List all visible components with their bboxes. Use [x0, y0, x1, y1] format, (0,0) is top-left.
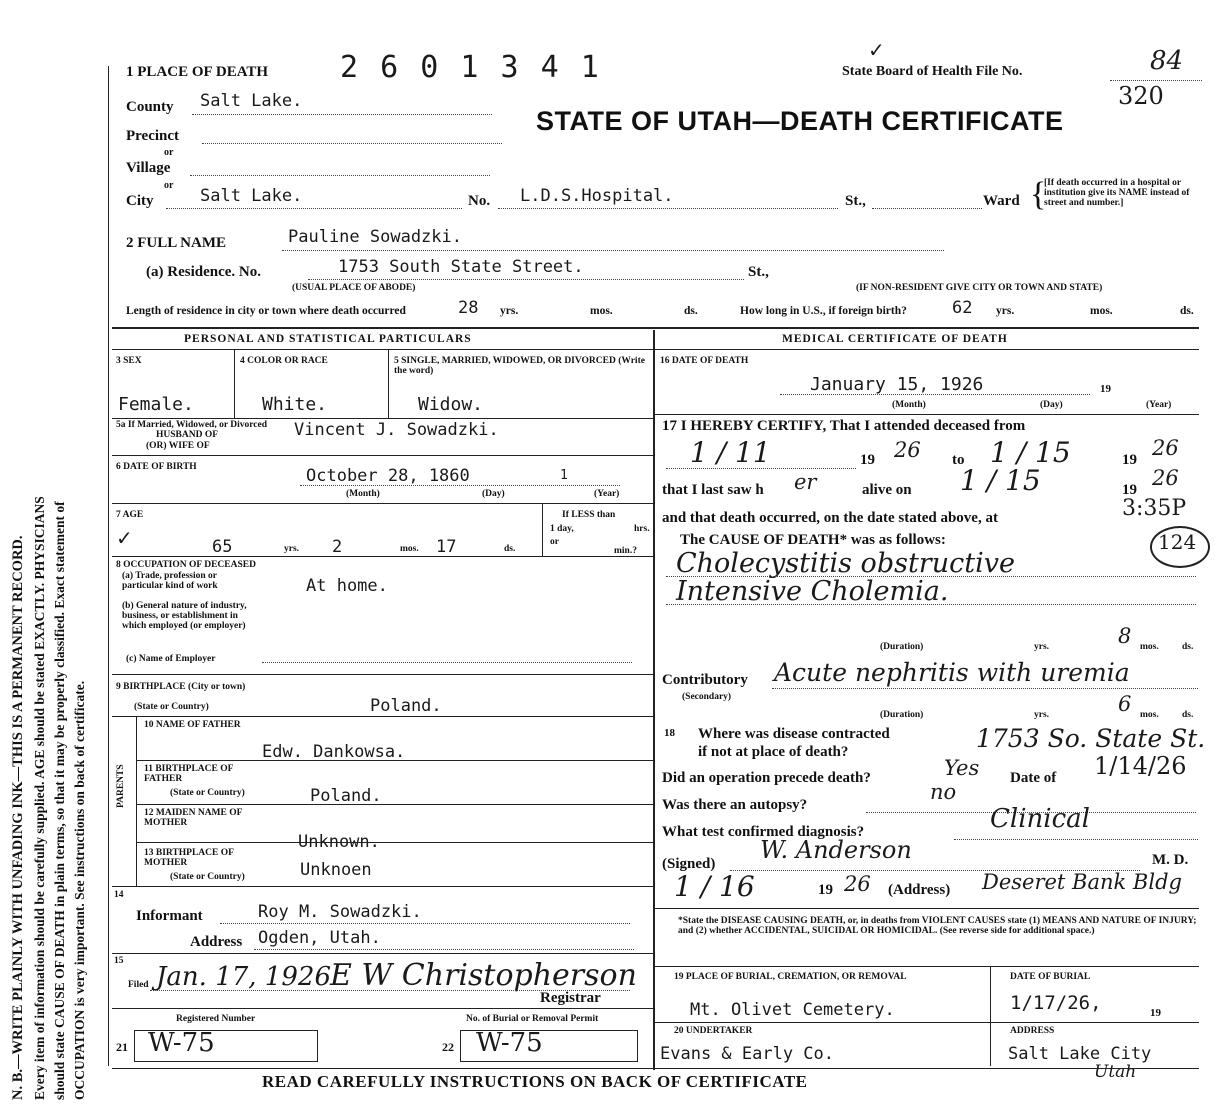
where-contracted-label-1: Where was disease contracted [698, 726, 890, 742]
nineteen-prefix: 19 [1150, 1007, 1161, 1019]
place-of-death-label: 1 PLACE OF DEATH [126, 64, 269, 80]
state-file-number: 84 [1150, 46, 1184, 76]
last-saw-pronoun: er [794, 470, 817, 494]
physician-address-label: (Address) [888, 882, 951, 898]
parents-label: PARENTS [116, 764, 126, 808]
dob-suffix: 1 [560, 468, 568, 483]
duration-label: (Duration) [880, 642, 924, 652]
birthplace-value: Poland. [370, 696, 442, 716]
father-birthplace-value: Poland. [310, 786, 382, 806]
unit-label: mos. [1140, 642, 1159, 652]
cause-footnote: *State the DISEASE CAUSING DEATH, or, in deaths from VIOLENT CAUSES state (1) MEANS AND NATURE OF INJURY; and (2) whether ACCIDENTAL, SUICIDAL OR HOMICIDAL. (See reverse side for additional space.) [678, 916, 1197, 936]
signed-label: (Signed) [662, 856, 716, 872]
occupation-label: 8 OCCUPATION OF DECEASED [116, 560, 256, 570]
attended-from-date: 1 / 11 [690, 436, 771, 469]
duration-1-value: 8 [1118, 624, 1132, 648]
non-resident-note: (IF NON-RESIDENT GIVE CITY OR TOWN AND STATE) [856, 283, 1103, 293]
registered-number-label: Registered Number [176, 1014, 256, 1024]
age-years: 65 [212, 537, 233, 557]
unit-label: ds. [1182, 710, 1194, 720]
residence-value: 1753 South State Street. [338, 257, 584, 277]
medical-heading: MEDICAL CERTIFICATE OF DEATH [782, 333, 1008, 345]
side-notice-line-3: should state CAUSE OF DEATH in plain terms, so that it may be properly classified. Exact statement of [52, 501, 67, 1100]
us-residence-label: How long in U.S., if foreign birth? [740, 305, 907, 317]
occupation-value: At home. [306, 576, 388, 596]
length-of-residence-label: Length of residence in city or town where death occurred [126, 305, 406, 317]
informant-value: Roy M. Sowadzki. [258, 902, 422, 922]
nineteen-prefix: 19 [1100, 383, 1111, 395]
physician-signature: W. Anderson [760, 836, 912, 864]
less-than-label: 1 day, [550, 524, 574, 534]
mother-birthplace-value: Unknoen [300, 860, 372, 880]
personal-heading: PERSONAL AND STATISTICAL PARTICULARS [184, 333, 472, 345]
marital-value: Widow. [418, 394, 484, 415]
color-label: 4 COLOR OR RACE [240, 356, 328, 366]
registered-number-value: W-75 [148, 1028, 215, 1058]
city-label: City [126, 193, 154, 209]
spouse-label: (OR) WIFE OF [146, 441, 210, 451]
year-caption: (Year) [1146, 400, 1172, 410]
cause-label: The CAUSE OF DEATH* was as follows: [680, 532, 946, 548]
last-saw-label: that I last saw h [662, 482, 764, 498]
occupation-a-label: (a) Trade, profession or particular kind of work [122, 571, 218, 591]
state-file-label: State Board of Health File No. [842, 64, 1023, 79]
unit-label: ds. [1180, 305, 1194, 317]
less-than-label: or [550, 537, 559, 547]
or-text: or [164, 147, 174, 158]
spouse-label: 5a If Married, Widowed, or Divorced [116, 420, 268, 430]
last-seen-date: 1 / 15 [960, 464, 1041, 497]
unit-label: yrs. [996, 305, 1015, 317]
us-residence-years: 62 [952, 298, 973, 318]
street-label: St., [845, 193, 866, 209]
certify-label: 17 I HEREBY CERTIFY, That I attended deceased from [662, 418, 1026, 434]
registrar-signature: E W Christopherson [330, 958, 637, 993]
signed-date: 1 / 16 [674, 870, 755, 903]
county-label: County [126, 99, 174, 115]
certificate-title: STATE OF UTAH—DEATH CERTIFICATE [536, 106, 1064, 136]
father-birthplace-label: 11 BIRTHPLACE OF FATHER [144, 764, 234, 784]
operation-value: Yes [944, 756, 980, 780]
burial-date-value: 1/17/26, [1010, 992, 1102, 1014]
cause-of-death-primary: Cholecystitis obstructive [676, 548, 1015, 579]
nineteen-prefix: 19 [1122, 482, 1137, 498]
full-name-label: 2 FULL NAME [126, 235, 227, 251]
full-name-value: Pauline Sowadzki. [288, 227, 462, 247]
cause-code: 124 [1158, 530, 1197, 554]
registrar-label: Registrar [540, 990, 601, 1006]
date-of-death-label: 16 DATE OF DEATH [660, 356, 749, 366]
signed-year: 26 [844, 872, 871, 896]
side-notice-line-4: OCCUPATION is very important. See instructions on back of certificate. [72, 680, 87, 1100]
or-text: or [164, 180, 174, 191]
age-label: 7 AGE [116, 510, 144, 520]
unit-label: ds. [504, 544, 516, 554]
mother-birthplace-label: 13 BIRTHPLACE OF MOTHER [144, 848, 234, 868]
last-seen-year: 26 [1152, 466, 1179, 490]
residence-label: (a) Residence. No. [146, 264, 261, 280]
death-time-value: 3:35P [1122, 496, 1187, 521]
no-label: No. [468, 193, 491, 209]
father-birthplace-sub-label: (State or Country) [170, 788, 245, 798]
occupation-b-label: (b) General nature of industry, business, or establishment in which employed (or employer) [122, 601, 247, 631]
undertaker-label: 20 UNDERTAKER [674, 1026, 753, 1036]
secondary-label: (Secondary) [682, 692, 732, 702]
father-label: 10 NAME OF FATHER [144, 720, 241, 730]
mother-value: Unknown. [298, 832, 380, 852]
duration-2-value: 6 [1118, 692, 1132, 716]
contributory-cause: Acute nephritis with uremia [774, 658, 1130, 687]
test-value: Clinical [990, 804, 1090, 834]
death-time-label: and that death occurred, on the date stated above, at [662, 510, 998, 526]
day-caption: (Day) [1040, 400, 1063, 410]
age-days: 17 [436, 537, 457, 557]
attended-from-year: 26 [894, 438, 921, 462]
unit-label: ds. [1182, 642, 1194, 652]
unit-label: mos. [590, 305, 613, 317]
mother-label: 12 MAIDEN NAME OF MOTHER [144, 808, 243, 828]
length-of-residence-years: 28 [458, 298, 479, 318]
nineteen-prefix: 19 [818, 882, 833, 898]
spouse-label: HUSBAND OF [156, 430, 219, 440]
year-caption: (Year) [594, 489, 620, 499]
precinct-label: Precinct [126, 128, 180, 144]
unit-label: ds. [684, 305, 698, 317]
item-22-number: 22 [442, 1040, 454, 1054]
operation-date-value: 1/14/26 [1094, 752, 1187, 780]
city-value: Salt Lake. [200, 186, 303, 206]
item-18-number: 18 [664, 727, 675, 739]
day-caption: (Day) [482, 489, 505, 499]
filed-label: Filed [128, 980, 149, 990]
informant-address-label: Address [190, 934, 243, 950]
alive-on-label: alive on [862, 482, 912, 498]
unit-label: mos. [1090, 305, 1113, 317]
month-caption: (Month) [346, 489, 380, 499]
unit-label: min.? [614, 546, 637, 556]
unit-label: yrs. [1034, 642, 1050, 652]
institution-value: L.D.S.Hospital. [520, 186, 674, 206]
check-mark-icon: ✓ [868, 38, 885, 62]
color-value: White. [262, 394, 328, 415]
item-21-number: 21 [116, 1040, 128, 1054]
ward-label: Ward [983, 193, 1020, 209]
unit-label: yrs. [500, 305, 519, 317]
employer-label: (c) Name of Employer [126, 654, 216, 664]
burial-permit-value: W-75 [476, 1028, 543, 1058]
usual-place-note: (USUAL PLACE OF ABODE) [292, 283, 416, 293]
filed-date: Jan. 17, 1926 [156, 962, 331, 992]
father-value: Edw. Dankowsa. [262, 742, 406, 762]
burial-place-label: 19 PLACE OF BURIAL, CREMATION, OR REMOVAL [674, 972, 907, 982]
md-label: M. D. [1152, 852, 1189, 868]
extra-number: 320 [1118, 82, 1164, 110]
less-than-label: If LESS than [562, 510, 616, 520]
item-14-number: 14 [114, 890, 124, 900]
undertaker-address-label: ADDRESS [1010, 1026, 1055, 1036]
autopsy-label: Was there an autopsy? [662, 797, 808, 813]
physician-address-value: Deseret Bank Bldg [982, 870, 1182, 894]
ward-bracket: { [1030, 176, 1047, 213]
side-notice-line-2: Every item of information should be carefully supplied. AGE should be stated EXACTLY. PHYSICIANS [32, 496, 47, 1100]
dob-value: October 28, 1860 [306, 466, 470, 486]
autopsy-value: no [930, 780, 957, 804]
unit-label: mos. [400, 544, 419, 554]
burial-date-label: DATE OF BURIAL [1010, 972, 1091, 982]
undertaker-state: Utah [1094, 1062, 1137, 1082]
item-15-number: 15 [114, 956, 124, 966]
section-divider [112, 327, 1199, 329]
footer-instructions: READ CAREFULLY INSTRUCTIONS ON BACK OF CERTIFICATE [262, 1072, 808, 1091]
spouse-value: Vincent J. Sowadzki. [294, 420, 499, 440]
test-label: What test confirmed diagnosis? [662, 824, 865, 840]
dob-label: 6 DATE OF BIRTH [116, 462, 197, 472]
to-label: to [952, 452, 965, 468]
sex-label: 3 SEX [116, 356, 142, 366]
undertaker-address-value: Salt Lake City [1008, 1044, 1152, 1064]
informant-label: Informant [136, 908, 203, 924]
birthplace-label: 9 BIRTHPLACE (City or town) [116, 682, 246, 692]
marital-label: 5 SINGLE, MARRIED, WIDOWED, OR DIVORCED (Write the word) [394, 356, 645, 376]
birthplace-sub-label: (State or Country) [134, 702, 209, 712]
column-divider [653, 330, 655, 1070]
attended-to-year: 26 [1152, 436, 1179, 460]
county-value: Salt Lake. [200, 91, 303, 111]
undertaker-value: Evans & Early Co. [660, 1044, 834, 1064]
nineteen-prefix: 19 [860, 452, 875, 468]
unit-label: mos. [1140, 710, 1159, 720]
unit-label: yrs. [1034, 710, 1050, 720]
left-border [108, 66, 109, 1066]
contributory-label: Contributory [662, 672, 748, 688]
burial-place-value: Mt. Olivet Cemetery. [690, 1000, 895, 1020]
informant-address-value: Ogden, Utah. [258, 928, 381, 948]
mother-birthplace-sub-label: (State or Country) [170, 872, 245, 882]
month-caption: (Month) [892, 400, 926, 410]
unit-label: hrs. [634, 524, 650, 534]
burial-permit-label: No. of Burial or Removal Permit [466, 1014, 599, 1024]
nineteen-prefix: 19 [1122, 452, 1137, 468]
duration-label: (Duration) [880, 710, 924, 720]
sex-value: Female. [118, 394, 194, 415]
attended-to-date: 1 / 15 [990, 436, 1071, 469]
certificate-number: 2 6 0 1 3 4 1 [340, 50, 601, 85]
side-notice-line-1: N. B.—WRITE PLAINLY WITH UNFADING INK—THIS IS A PERMANENT RECORD. [10, 535, 26, 1100]
operation-date-label: Date of [1010, 770, 1057, 786]
date-of-death-value: January 15, 1926 [810, 374, 984, 395]
cause-of-death-secondary: Intensive Cholemia. [676, 576, 949, 607]
ward-note: [If death occurred in a hospital or institution give its NAME instead of street and number.] [1044, 178, 1190, 208]
residence-street-label: St., [748, 264, 769, 280]
where-contracted-label-2: if not at place of death? [698, 744, 849, 760]
where-contracted-value: 1753 So. State St. [976, 724, 1206, 753]
village-label: Village [126, 160, 171, 176]
operation-label: Did an operation precede death? [662, 770, 871, 786]
age-months: 2 [332, 537, 343, 557]
unit-label: yrs. [284, 544, 300, 554]
age-check-mark-icon: ✓ [116, 526, 133, 550]
